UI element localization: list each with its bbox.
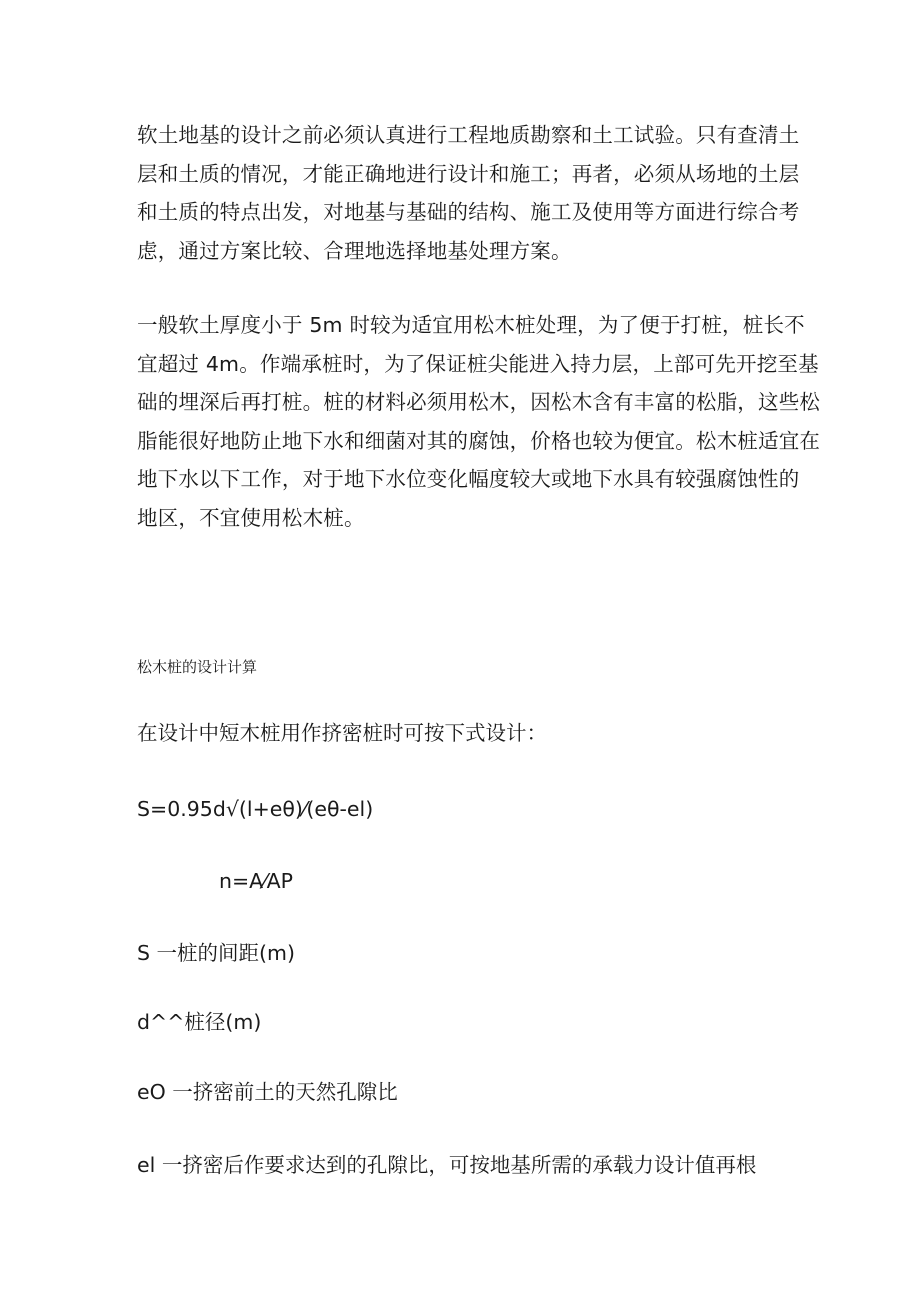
definition-e1: el 一挤密后作要求达到的孔隙比，可按地基所需的承载力设计值再根	[137, 1153, 757, 1177]
intro-line: 在设计中短木桩用作挤密桩时可按下式设计：	[137, 721, 547, 745]
section-title: 松木桩的设计计算	[137, 658, 258, 676]
text-line: 软土地基的设计之前必须认真进行工程地质勘察和土工试验。只有查清土	[137, 123, 800, 147]
text-line: 一般软土厚度小于 5m 时较为适宜用松木桩处理，为了便于打桩，桩长不	[137, 313, 805, 337]
paragraph-soft-soil-design	[137, 116, 800, 270]
text-line: 地区，不宜使用松木桩。	[137, 505, 365, 530]
definition-d: d^^桩径(m)	[137, 1010, 262, 1034]
formula-count: n=A⁄AP	[219, 869, 294, 893]
text-line: 脂能很好地防止地下水和细菌对其的腐蚀，价格也较为便宜。松木桩适宜在	[137, 428, 821, 453]
text-line: 地下水以下工作，对于地下水位变化幅度较大或地下水具有较强腐蚀性的	[137, 467, 800, 491]
text-line: 和土质的特点出发，对地基与基础的结构、施工及使用等方面进行综合考	[137, 200, 800, 224]
text-line: 层和土质的情况，才能正确地进行设计和施工；再者，必须从场地的土层	[137, 161, 800, 186]
text-line: 虑，通过方案比较、合理地选择地基处理方案。	[137, 238, 572, 263]
text-line: 础的埋深后再打桩。桩的材料必须用松木，因松木含有丰富的松脂，这些松	[137, 390, 821, 414]
paragraph-pine-pile-usage	[137, 306, 821, 537]
formula-spacing: S=0.95d√(l+eθ)⁄(eθ-el)	[137, 797, 374, 821]
text-line: 宜超过 4m。作端承桩时，为了保证桩尖能进入持力层，上部可先开挖至基	[137, 351, 819, 376]
definition-e0: eO 一挤密前土的天然孔隙比	[137, 1080, 398, 1104]
definition-s: S 一桩的间距(m)	[137, 941, 295, 965]
